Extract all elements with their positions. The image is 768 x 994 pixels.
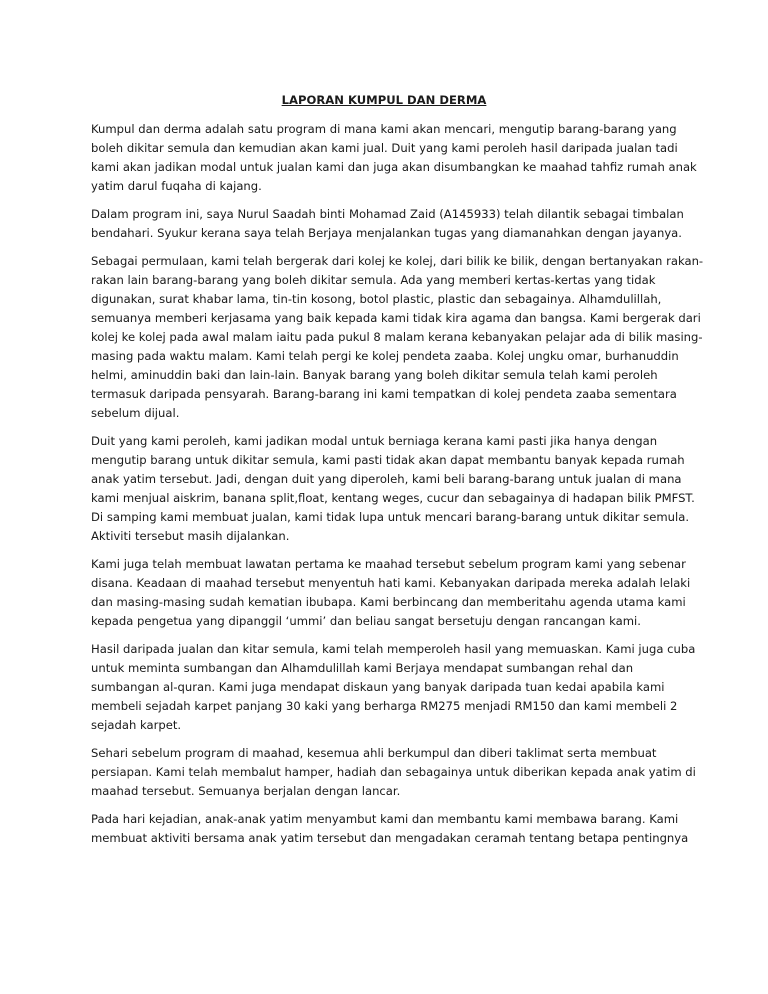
text-line: Kumpul dan derma adalah satu program di mana kami akan mencari, mengutip barang-barang yang bbox=[91, 121, 677, 136]
paragraph bbox=[91, 432, 695, 545]
document-title: LAPORAN KUMPUL DAN DERMA bbox=[281, 93, 487, 107]
text-line: boleh dikitar semula dan kemudian akan kami jual. Duit yang kami peroleh hasil daripada jualan tadi bbox=[91, 140, 678, 155]
text-line: persiapan. Kami telah membalut hamper, hadiah dan sebagainya untuk diberikan kepada anak yatim di bbox=[91, 765, 696, 779]
text-line: Pada hari kejadian, anak-anak yatim menyambut kami dan membantu kami membawa barang. Kami bbox=[91, 812, 679, 827]
text-line: Di samping kami membuat jualan, kami tidak lupa untuk mencari barang-barang untuk dikitar semula. bbox=[91, 509, 690, 524]
text-line: membeli sejadah karpet panjang 30 kaki yang berharga RM275 menjadi RM150 dan kami membeli 2 bbox=[91, 698, 678, 713]
text-line: semuanya memberi kerjasama yang baik kepada kami tidak kira agama dan bangsa. Kami bergerak dari bbox=[91, 311, 701, 326]
paragraph bbox=[91, 252, 704, 422]
text-line: Duit yang kami peroleh, kami jadikan modal untuk berniaga kerana kami pasti jika hanya dengan bbox=[91, 434, 658, 448]
text-line: kepada pengetua yang dipanggil ‘ummi’ dan beliau sangat bersetuju dengan rancangan kami. bbox=[91, 613, 641, 628]
text-line: anak yatim tersebut. Jadi, dengan duit yang diperoleh, kami beli barang-barang untuk jualan di mana bbox=[91, 471, 682, 486]
text-line: sumbangan al-quran. Kami juga mendapat diskaun yang banyak daripada tuan kedai apabila kami bbox=[91, 679, 665, 694]
text-line: kami menjual aiskrim, banana split,float, kentang weges, cucur dan sebagainya di hadapan bilik PMFST. bbox=[91, 490, 695, 505]
paragraph bbox=[91, 640, 696, 735]
text-line: Dalam program ini, saya Nurul Saadah binti Mohamad Zaid (A145933) telah dilantik sebagai timbalan bbox=[91, 207, 684, 222]
text-line: termasuk daripada pensyarah. Barang-barang ini kami tempatkan di kolej pendeta zaaba sementara bbox=[91, 386, 677, 401]
paragraph bbox=[91, 205, 684, 243]
text-line: rakan lain barang-barang yang boleh dikitar semula. Ada yang memberi kertas-kertas yang tidak bbox=[91, 273, 656, 288]
text-line: Sehari sebelum program di maahad, kesemua ahli berkumpul dan diberi taklimat serta membuat bbox=[91, 746, 657, 761]
text-line: yatim darul fuqaha di kajang. bbox=[91, 178, 262, 193]
paragraph bbox=[91, 555, 691, 631]
text-line: Hasil daripada jualan dan kitar semula, kami telah memperoleh hasil yang memuaskan. Kami juga cuba bbox=[91, 642, 696, 657]
text-line: digunakan, surat khabar lama, tin-tin kosong, botol plastic, plastic dan sebagainya. Alhamdulillah, bbox=[91, 292, 662, 307]
text-line: Sebagai permulaan, kami telah bergerak dari kolej ke kolej, dari bilik ke bilik, dengan bertanyakan rakan- bbox=[91, 254, 704, 269]
text-line: Kami juga telah membuat lawatan pertama ke maahad tersebut sebelum program kami yang sebenar bbox=[91, 556, 686, 571]
text-line: sejadah karpet. bbox=[91, 717, 182, 732]
text-line: untuk meminta sumbangan dan Alhamdulillah kami Berjaya mendapat sumbangan rehal dan bbox=[91, 660, 634, 675]
paragraph bbox=[91, 120, 697, 196]
text-line: dan masing-masing sudah kematian ibubapa. Kami berbincang dan memberitahu agenda utama kami bbox=[91, 594, 686, 609]
paragraph bbox=[91, 744, 696, 801]
text-line: mengutip barang untuk dikitar semula, kami pasti tidak akan dapat membantu banyak kepada rumah bbox=[91, 452, 685, 467]
text-line: masing pada waktu malam. Kami telah pergi ke kolej pendeta zaaba. Kolej ungku omar, burhanuddin bbox=[91, 348, 679, 363]
paragraph bbox=[91, 810, 689, 848]
paragraph-list bbox=[91, 120, 704, 848]
text-line: sebelum dijual. bbox=[91, 405, 180, 420]
text-line: Aktiviti tersebut masih dijalankan. bbox=[91, 528, 290, 543]
text-line: bendahari. Syukur kerana saya telah Berjaya menjalankan tugas yang diamanahkan dengan jayanya. bbox=[91, 225, 682, 240]
text-line: helmi, aminuddin baki dan lain-lain. Banyak barang yang boleh dikitar semula telah kami peroleh bbox=[91, 367, 658, 382]
text-line: maahad tersebut. Semuanya berjalan dengan lancar. bbox=[91, 783, 401, 798]
document-body bbox=[91, 91, 704, 858]
text-line: disana. Keadaan di maahad tersebut menyentuh hati kami. Kebanyakan daripada mereka adalah lelaki bbox=[91, 575, 691, 590]
text-line: kolej ke kolej pada awal malam iaitu pada pukul 8 malam kerana kebanyakan pelajar ada di bilik masing- bbox=[91, 329, 703, 344]
text-line: kami akan jadikan modal untuk jualan kami dan juga akan disumbangkan ke maahad tahfiz rumah anak bbox=[91, 159, 697, 174]
text-line: membuat aktiviti bersama anak yatim tersebut dan mengadakan ceramah tentang betapa pentingnya bbox=[91, 831, 689, 846]
